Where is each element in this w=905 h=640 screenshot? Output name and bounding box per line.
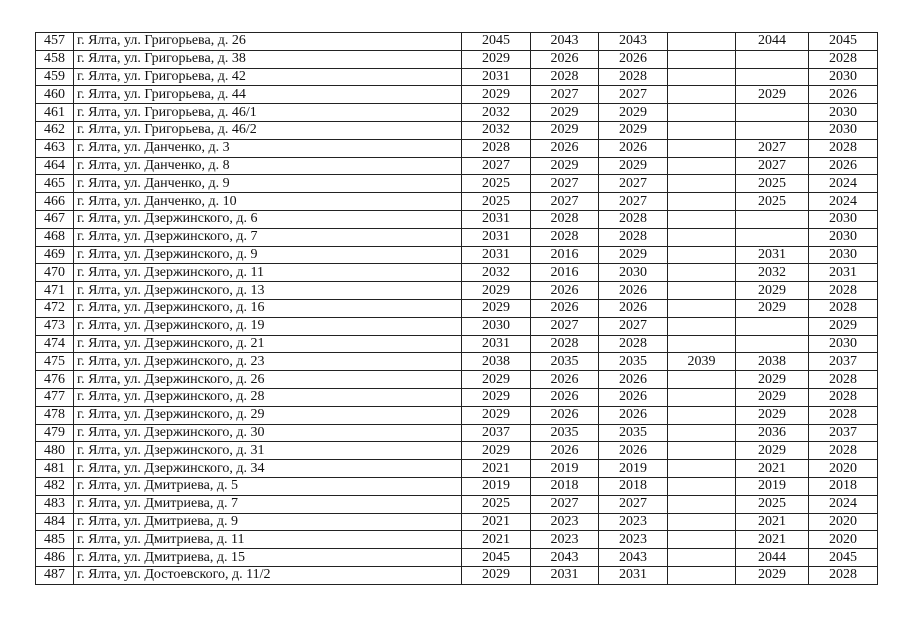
year-cell: 2020: [809, 513, 878, 531]
year-cell: 2026: [809, 157, 878, 175]
year-cell: 2029: [531, 157, 599, 175]
address-cell: г. Ялта, ул. Дмитриева, д. 9: [74, 513, 462, 531]
year-cell: 2018: [599, 477, 668, 495]
table-row: [36, 104, 878, 122]
address-cell: г. Ялта, ул. Данченко, д. 9: [74, 175, 462, 193]
table-row: [36, 353, 878, 371]
year-cell: [668, 121, 736, 139]
table-row: [36, 193, 878, 211]
year-cell: 2031: [462, 68, 531, 86]
year-cell: 2023: [599, 531, 668, 549]
table-row: [36, 388, 878, 406]
year-cell: 2032: [462, 121, 531, 139]
year-cell: 2026: [599, 371, 668, 389]
year-cell: 2026: [531, 139, 599, 157]
year-cell: [668, 513, 736, 531]
year-cell: 2028: [599, 228, 668, 246]
year-cell: [736, 317, 809, 335]
year-cell: 2028: [531, 228, 599, 246]
address-cell: г. Ялта, ул. Григорьева, д. 46/1: [74, 104, 462, 122]
row-number-cell: 457: [36, 33, 74, 51]
table-row: [36, 460, 878, 478]
year-cell: 2038: [462, 353, 531, 371]
year-cell: 2035: [599, 353, 668, 371]
year-cell: 2029: [809, 317, 878, 335]
year-cell: 2028: [599, 335, 668, 353]
year-cell: 2032: [736, 264, 809, 282]
year-cell: 2029: [462, 442, 531, 460]
year-cell: 2032: [462, 264, 531, 282]
address-cell: г. Ялта, ул. Дзержинского, д. 26: [74, 371, 462, 389]
row-number-cell: 476: [36, 371, 74, 389]
row-number-cell: 483: [36, 495, 74, 513]
year-cell: [668, 442, 736, 460]
year-cell: 2029: [462, 282, 531, 300]
year-cell: 2029: [599, 121, 668, 139]
year-cell: [668, 210, 736, 228]
address-cell: г. Ялта, ул. Дмитриева, д. 15: [74, 549, 462, 567]
year-cell: 2029: [736, 406, 809, 424]
year-cell: 2021: [736, 513, 809, 531]
year-cell: 2043: [531, 549, 599, 567]
year-cell: [736, 104, 809, 122]
year-cell: [668, 406, 736, 424]
table-row: [36, 210, 878, 228]
address-cell: г. Ялта, ул. Дзержинского, д. 29: [74, 406, 462, 424]
year-cell: [736, 210, 809, 228]
year-cell: 2026: [599, 282, 668, 300]
year-cell: 2031: [462, 228, 531, 246]
year-cell: [736, 50, 809, 68]
year-cell: 2016: [531, 264, 599, 282]
year-cell: 2025: [462, 175, 531, 193]
year-cell: 2035: [531, 353, 599, 371]
year-cell: 2043: [599, 33, 668, 51]
year-cell: 2028: [809, 282, 878, 300]
year-cell: [668, 264, 736, 282]
year-cell: [668, 139, 736, 157]
year-cell: 2030: [809, 68, 878, 86]
year-cell: 2026: [599, 388, 668, 406]
row-number-cell: 472: [36, 299, 74, 317]
row-number-cell: 479: [36, 424, 74, 442]
year-cell: 2028: [809, 406, 878, 424]
year-cell: 2021: [462, 513, 531, 531]
year-cell: 2030: [809, 121, 878, 139]
year-cell: 2023: [599, 513, 668, 531]
year-cell: 2029: [736, 371, 809, 389]
year-cell: 2029: [462, 406, 531, 424]
row-number-cell: 458: [36, 50, 74, 68]
year-cell: 2018: [809, 477, 878, 495]
year-cell: 2027: [599, 193, 668, 211]
year-cell: 2029: [462, 299, 531, 317]
year-cell: 2037: [809, 353, 878, 371]
table-row: [36, 477, 878, 495]
year-cell: 2027: [531, 495, 599, 513]
year-cell: [668, 50, 736, 68]
year-cell: 2031: [462, 246, 531, 264]
row-number-cell: 461: [36, 104, 74, 122]
year-cell: 2029: [736, 442, 809, 460]
year-cell: 2030: [809, 335, 878, 353]
row-number-cell: 462: [36, 121, 74, 139]
table-row: [36, 50, 878, 68]
year-cell: 2026: [599, 50, 668, 68]
year-cell: [668, 175, 736, 193]
year-cell: 2021: [736, 460, 809, 478]
year-cell: 2038: [736, 353, 809, 371]
year-cell: [668, 317, 736, 335]
year-cell: [668, 299, 736, 317]
year-cell: 2025: [736, 175, 809, 193]
year-cell: 2019: [462, 477, 531, 495]
address-cell: г. Ялта, ул. Данченко, д. 3: [74, 139, 462, 157]
year-cell: 2025: [736, 495, 809, 513]
year-cell: 2028: [809, 566, 878, 584]
address-cell: г. Ялта, ул. Данченко, д. 10: [74, 193, 462, 211]
address-cell: г. Ялта, ул. Дзержинского, д. 13: [74, 282, 462, 300]
address-cell: г. Ялта, ул. Дзержинского, д. 34: [74, 460, 462, 478]
address-cell: г. Ялта, ул. Дмитриева, д. 7: [74, 495, 462, 513]
row-number-cell: 466: [36, 193, 74, 211]
year-cell: [736, 68, 809, 86]
year-cell: [668, 228, 736, 246]
year-cell: 2019: [531, 460, 599, 478]
year-cell: 2035: [531, 424, 599, 442]
year-cell: [668, 33, 736, 51]
row-number-cell: 487: [36, 566, 74, 584]
year-cell: [668, 477, 736, 495]
year-cell: 2021: [462, 531, 531, 549]
address-cell: г. Ялта, ул. Дзержинского, д. 11: [74, 264, 462, 282]
row-number-cell: 467: [36, 210, 74, 228]
year-cell: 2031: [809, 264, 878, 282]
address-cell: г. Ялта, ул. Григорьева, д. 44: [74, 86, 462, 104]
address-cell: г. Ялта, ул. Дзержинского, д. 31: [74, 442, 462, 460]
year-cell: 2026: [599, 139, 668, 157]
year-cell: 2027: [531, 317, 599, 335]
year-cell: [668, 549, 736, 567]
year-cell: 2029: [462, 50, 531, 68]
housing-repair-schedule-table: [35, 32, 878, 585]
row-number-cell: 469: [36, 246, 74, 264]
row-number-cell: 470: [36, 264, 74, 282]
row-number-cell: 485: [36, 531, 74, 549]
year-cell: 2030: [809, 210, 878, 228]
year-cell: 2026: [599, 299, 668, 317]
row-number-cell: 468: [36, 228, 74, 246]
year-cell: 2028: [809, 139, 878, 157]
year-cell: 2018: [531, 477, 599, 495]
year-cell: 2024: [809, 193, 878, 211]
row-number-cell: 486: [36, 549, 74, 567]
year-cell: 2028: [809, 371, 878, 389]
table-row: [36, 371, 878, 389]
year-cell: 2027: [531, 193, 599, 211]
address-cell: г. Ялта, ул. Григорьева, д. 38: [74, 50, 462, 68]
row-number-cell: 477: [36, 388, 74, 406]
year-cell: [668, 282, 736, 300]
year-cell: [668, 104, 736, 122]
address-cell: г. Ялта, ул. Достоевского, д. 11/2: [74, 566, 462, 584]
year-cell: 2037: [462, 424, 531, 442]
year-cell: 2029: [531, 121, 599, 139]
address-cell: г. Ялта, ул. Григорьева, д. 46/2: [74, 121, 462, 139]
year-cell: 2026: [531, 299, 599, 317]
row-number-cell: 480: [36, 442, 74, 460]
year-cell: 2028: [809, 299, 878, 317]
year-cell: 2028: [462, 139, 531, 157]
table-row: [36, 566, 878, 584]
year-cell: 2021: [736, 531, 809, 549]
table-row: [36, 86, 878, 104]
year-cell: 2023: [531, 513, 599, 531]
year-cell: 2027: [599, 317, 668, 335]
year-cell: 2027: [531, 86, 599, 104]
year-cell: 2028: [599, 68, 668, 86]
year-cell: [668, 388, 736, 406]
year-cell: 2026: [531, 282, 599, 300]
address-cell: г. Ялта, ул. Дзержинского, д. 28: [74, 388, 462, 406]
year-cell: 2026: [531, 371, 599, 389]
year-cell: 2045: [462, 549, 531, 567]
year-cell: 2026: [531, 442, 599, 460]
table-row: [36, 175, 878, 193]
year-cell: 2036: [736, 424, 809, 442]
year-cell: [668, 157, 736, 175]
row-number-cell: 463: [36, 139, 74, 157]
year-cell: 2026: [531, 388, 599, 406]
year-cell: 2027: [599, 495, 668, 513]
year-cell: 2045: [809, 33, 878, 51]
row-number-cell: 471: [36, 282, 74, 300]
year-cell: 2026: [531, 406, 599, 424]
row-number-cell: 484: [36, 513, 74, 531]
year-cell: 2032: [462, 104, 531, 122]
year-cell: 2030: [809, 228, 878, 246]
address-cell: г. Ялта, ул. Дзержинского, д. 30: [74, 424, 462, 442]
table-body: [36, 33, 878, 585]
address-cell: г. Ялта, ул. Дзержинского, д. 23: [74, 353, 462, 371]
row-number-cell: 482: [36, 477, 74, 495]
year-cell: 2037: [809, 424, 878, 442]
address-cell: г. Ялта, ул. Дзержинского, д. 19: [74, 317, 462, 335]
year-cell: 2027: [736, 157, 809, 175]
year-cell: 2030: [462, 317, 531, 335]
year-cell: 2027: [531, 175, 599, 193]
year-cell: 2043: [531, 33, 599, 51]
year-cell: 2029: [599, 157, 668, 175]
year-cell: 2029: [736, 388, 809, 406]
year-cell: 2029: [736, 299, 809, 317]
year-cell: 2029: [462, 86, 531, 104]
year-cell: 2028: [599, 210, 668, 228]
row-number-cell: 481: [36, 460, 74, 478]
year-cell: [668, 424, 736, 442]
year-cell: 2029: [462, 388, 531, 406]
row-number-cell: 460: [36, 86, 74, 104]
year-cell: [736, 228, 809, 246]
table-row: [36, 406, 878, 424]
year-cell: [668, 371, 736, 389]
year-cell: 2044: [736, 33, 809, 51]
row-number-cell: 475: [36, 353, 74, 371]
row-number-cell: 459: [36, 68, 74, 86]
table-row: [36, 282, 878, 300]
table-row: [36, 157, 878, 175]
year-cell: 2029: [599, 246, 668, 264]
year-cell: [736, 335, 809, 353]
row-number-cell: 478: [36, 406, 74, 424]
year-cell: 2027: [736, 139, 809, 157]
year-cell: 2029: [736, 86, 809, 104]
year-cell: 2031: [462, 335, 531, 353]
year-cell: 2029: [736, 282, 809, 300]
year-cell: 2028: [809, 388, 878, 406]
table-row: [36, 335, 878, 353]
year-cell: 2024: [809, 495, 878, 513]
year-cell: 2030: [809, 104, 878, 122]
address-cell: г. Ялта, ул. Дзержинского, д. 16: [74, 299, 462, 317]
year-cell: 2023: [531, 531, 599, 549]
year-cell: 2027: [599, 175, 668, 193]
address-cell: г. Ялта, ул. Григорьева, д. 42: [74, 68, 462, 86]
address-cell: г. Ялта, ул. Григорьева, д. 26: [74, 33, 462, 51]
year-cell: 2028: [809, 50, 878, 68]
table-row: [36, 424, 878, 442]
year-cell: [668, 193, 736, 211]
year-cell: 2045: [462, 33, 531, 51]
year-cell: 2027: [462, 157, 531, 175]
table-row: [36, 442, 878, 460]
year-cell: 2031: [736, 246, 809, 264]
year-cell: [668, 86, 736, 104]
year-cell: 2029: [599, 104, 668, 122]
year-cell: 2029: [462, 371, 531, 389]
row-number-cell: 464: [36, 157, 74, 175]
year-cell: 2029: [736, 566, 809, 584]
address-cell: г. Ялта, ул. Дзержинского, д. 6: [74, 210, 462, 228]
address-cell: г. Ялта, ул. Дмитриева, д. 5: [74, 477, 462, 495]
year-cell: 2025: [736, 193, 809, 211]
year-cell: 2027: [599, 86, 668, 104]
year-cell: 2026: [809, 86, 878, 104]
address-cell: г. Ялта, ул. Дмитриева, д. 11: [74, 531, 462, 549]
table-row: [36, 246, 878, 264]
table-row: [36, 299, 878, 317]
year-cell: [668, 246, 736, 264]
year-cell: 2039: [668, 353, 736, 371]
year-cell: 2035: [599, 424, 668, 442]
year-cell: 2029: [531, 104, 599, 122]
address-cell: г. Ялта, ул. Дзержинского, д. 9: [74, 246, 462, 264]
table-row: [36, 513, 878, 531]
table-row: [36, 228, 878, 246]
year-cell: 2020: [809, 531, 878, 549]
table-row: [36, 33, 878, 51]
year-cell: [668, 460, 736, 478]
year-cell: 2019: [736, 477, 809, 495]
year-cell: 2031: [531, 566, 599, 584]
year-cell: 2028: [531, 335, 599, 353]
year-cell: 2031: [462, 210, 531, 228]
year-cell: [736, 121, 809, 139]
year-cell: 2028: [809, 442, 878, 460]
address-cell: г. Ялта, ул. Дзержинского, д. 21: [74, 335, 462, 353]
table-row: [36, 139, 878, 157]
table-row: [36, 531, 878, 549]
year-cell: 2019: [599, 460, 668, 478]
table-row: [36, 549, 878, 567]
year-cell: [668, 335, 736, 353]
year-cell: 2030: [809, 246, 878, 264]
year-cell: 2025: [462, 193, 531, 211]
year-cell: 2030: [599, 264, 668, 282]
year-cell: [668, 495, 736, 513]
year-cell: 2020: [809, 460, 878, 478]
year-cell: 2024: [809, 175, 878, 193]
table-row: [36, 264, 878, 282]
row-number-cell: 474: [36, 335, 74, 353]
address-cell: г. Ялта, ул. Данченко, д. 8: [74, 157, 462, 175]
table-row: [36, 495, 878, 513]
year-cell: 2045: [809, 549, 878, 567]
year-cell: [668, 68, 736, 86]
year-cell: [668, 531, 736, 549]
year-cell: 2031: [599, 566, 668, 584]
address-cell: г. Ялта, ул. Дзержинского, д. 7: [74, 228, 462, 246]
table-row: [36, 317, 878, 335]
year-cell: 2029: [462, 566, 531, 584]
table-row: [36, 68, 878, 86]
year-cell: 2025: [462, 495, 531, 513]
table-row: [36, 121, 878, 139]
row-number-cell: 473: [36, 317, 74, 335]
year-cell: 2026: [599, 406, 668, 424]
year-cell: 2016: [531, 246, 599, 264]
year-cell: 2043: [599, 549, 668, 567]
year-cell: 2021: [462, 460, 531, 478]
year-cell: 2026: [531, 50, 599, 68]
year-cell: 2028: [531, 210, 599, 228]
year-cell: 2044: [736, 549, 809, 567]
year-cell: [668, 566, 736, 584]
year-cell: 2028: [531, 68, 599, 86]
year-cell: 2026: [599, 442, 668, 460]
row-number-cell: 465: [36, 175, 74, 193]
